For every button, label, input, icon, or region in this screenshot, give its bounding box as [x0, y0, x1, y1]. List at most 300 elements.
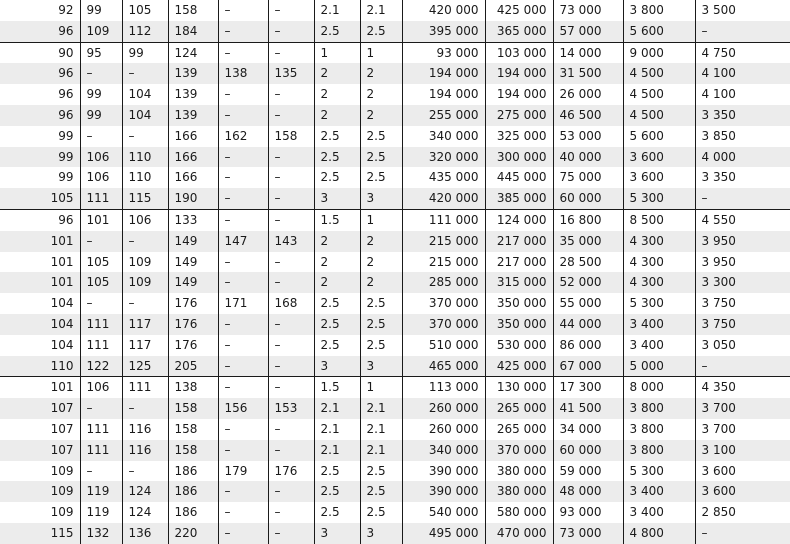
table-cell: 315 000: [485, 272, 553, 293]
table-cell: 125: [122, 356, 168, 377]
table-row: [0, 377, 790, 398]
table-cell: 156: [218, 398, 268, 419]
table-row: [0, 272, 790, 293]
table-cell: 93 000: [402, 42, 485, 63]
table-cell: 105: [80, 252, 122, 273]
table-cell: 4 000: [695, 147, 790, 168]
table-cell: 111: [122, 377, 168, 398]
table-cell: 2.1: [360, 419, 402, 440]
table-cell: 3 700: [695, 419, 790, 440]
table-cell: 4 500: [623, 105, 695, 126]
table-cell: 2 850: [695, 502, 790, 523]
table-cell: 109: [80, 21, 122, 42]
table-cell: 124: [122, 502, 168, 523]
table-cell: 48 000: [553, 481, 623, 502]
table-cell: 28 500: [553, 252, 623, 273]
table-cell: 112: [122, 21, 168, 42]
table-cell: 420 000: [402, 0, 485, 21]
table-cell: 370 000: [402, 314, 485, 335]
table-cell: 136: [122, 523, 168, 544]
table-cell: 111: [80, 314, 122, 335]
table-cell: 194 000: [402, 63, 485, 84]
table-cell: 124 000: [485, 209, 553, 230]
table-cell: 186: [168, 481, 218, 502]
table-cell: 3 600: [623, 167, 695, 188]
table-cell: 107: [0, 398, 80, 419]
table-row: [0, 231, 790, 252]
table-cell: 2.5: [360, 314, 402, 335]
table-cell: 46 500: [553, 105, 623, 126]
table-cell: 3 400: [623, 502, 695, 523]
table-row: [0, 21, 790, 42]
table-row: [0, 293, 790, 314]
table-cell: 3 950: [695, 231, 790, 252]
table-cell: 2: [314, 84, 360, 105]
table-cell: 2.5: [360, 126, 402, 147]
table-cell: 109: [122, 252, 168, 273]
table-cell: 2.5: [314, 335, 360, 356]
table-cell: 104: [122, 84, 168, 105]
table-cell: 101: [0, 377, 80, 398]
table-cell: 96: [0, 63, 80, 84]
table-cell: –: [122, 126, 168, 147]
table-cell: 106: [80, 167, 122, 188]
table-row: [0, 314, 790, 335]
table-cell: 1: [360, 42, 402, 63]
table-cell: 133: [168, 209, 218, 230]
table-cell: 4 100: [695, 63, 790, 84]
table-cell: 1: [360, 209, 402, 230]
table-cell: 162: [218, 126, 268, 147]
table-cell: 75 000: [553, 167, 623, 188]
table-cell: 5 300: [623, 461, 695, 482]
table-cell: –: [218, 335, 268, 356]
table-cell: –: [268, 105, 314, 126]
table-cell: 3 850: [695, 126, 790, 147]
table-row: [0, 502, 790, 523]
table-row: [0, 167, 790, 188]
table-cell: 117: [122, 335, 168, 356]
table-cell: 300 000: [485, 147, 553, 168]
table-cell: 147: [218, 231, 268, 252]
table-cell: 1: [314, 42, 360, 63]
table-row: [0, 523, 790, 544]
table-cell: 9 000: [623, 42, 695, 63]
table-cell: –: [122, 293, 168, 314]
table-cell: –: [218, 84, 268, 105]
table-cell: 101: [80, 209, 122, 230]
table-cell: 132: [80, 523, 122, 544]
table-cell: 2.5: [314, 126, 360, 147]
table-cell: 90: [0, 42, 80, 63]
table-cell: 215 000: [402, 252, 485, 273]
table-cell: 2: [314, 105, 360, 126]
table-cell: 425 000: [485, 0, 553, 21]
table-cell: 67 000: [553, 356, 623, 377]
table-cell: 1.5: [314, 209, 360, 230]
table-cell: 2.5: [314, 167, 360, 188]
table-cell: 143: [268, 231, 314, 252]
table-cell: 52 000: [553, 272, 623, 293]
table-cell: 2.5: [360, 335, 402, 356]
table-cell: 4 300: [623, 272, 695, 293]
table-cell: 110: [122, 147, 168, 168]
table-cell: –: [268, 481, 314, 502]
table-cell: 158: [168, 419, 218, 440]
table-cell: 166: [168, 147, 218, 168]
table-cell: 530 000: [485, 335, 553, 356]
table-cell: –: [80, 398, 122, 419]
table-cell: 99: [80, 0, 122, 21]
table-cell: 95: [80, 42, 122, 63]
table-cell: –: [218, 356, 268, 377]
table-cell: 96: [0, 209, 80, 230]
table-cell: 179: [218, 461, 268, 482]
table-cell: 53 000: [553, 126, 623, 147]
table-cell: 99: [58, 170, 74, 185]
table-cell: 2.5: [360, 502, 402, 523]
table-cell: 124: [122, 481, 168, 502]
table-cell: 3 100: [695, 440, 790, 461]
table-cell: 93 000: [553, 502, 623, 523]
table-row: [0, 105, 790, 126]
table-cell: –: [122, 231, 168, 252]
table-cell: 176: [168, 335, 218, 356]
table-row: [0, 252, 790, 273]
table-cell: 2: [360, 105, 402, 126]
table-cell: 2: [314, 252, 360, 273]
table-cell: –: [218, 502, 268, 523]
table-cell: –: [268, 252, 314, 273]
table-cell: 116: [122, 419, 168, 440]
table-cell: 107: [50, 421, 74, 436]
table-row: [0, 126, 790, 147]
table-cell: 40 000: [553, 147, 623, 168]
table-cell: 3 750: [695, 314, 790, 335]
table-cell: 2.5: [360, 147, 402, 168]
table-row: [0, 147, 790, 168]
table-cell: –: [268, 188, 314, 209]
table-cell: –: [268, 440, 314, 461]
table-cell: 86 000: [553, 335, 623, 356]
table-cell: 16 800: [553, 209, 623, 230]
table-cell: 149: [168, 231, 218, 252]
table-cell: 3: [314, 356, 360, 377]
table-cell: 57 000: [553, 21, 623, 42]
table-cell: 4 750: [695, 42, 790, 63]
table-cell: 3 350: [695, 167, 790, 188]
table-cell: 104: [122, 105, 168, 126]
table-cell: 540 000: [402, 502, 485, 523]
table-cell: 3 600: [623, 147, 695, 168]
table-cell: 3: [314, 188, 360, 209]
table-cell: 350 000: [485, 293, 553, 314]
table-cell: –: [218, 188, 268, 209]
table-cell: 325 000: [485, 126, 553, 147]
table-cell: –: [218, 105, 268, 126]
table-cell: 124: [168, 42, 218, 63]
table-cell: 2: [360, 272, 402, 293]
table-cell: 96: [0, 21, 80, 42]
table-cell: 153: [268, 398, 314, 419]
table-cell: 5 000: [623, 356, 695, 377]
table-cell: 5 600: [623, 21, 695, 42]
table-cell: 370 000: [485, 440, 553, 461]
table-cell: 470 000: [485, 523, 553, 544]
table-cell: –: [268, 356, 314, 377]
table-cell: 106: [80, 377, 122, 398]
table-cell: 115: [122, 188, 168, 209]
table-cell: 115: [0, 523, 80, 544]
table-cell: 35 000: [553, 231, 623, 252]
table-cell: 2.1: [314, 419, 360, 440]
table-cell: 495 000: [402, 523, 485, 544]
table-cell: 186: [168, 461, 218, 482]
table-cell: –: [80, 126, 122, 147]
table-cell: 2.5: [314, 502, 360, 523]
table-cell: 34 000: [553, 419, 623, 440]
table-cell: 17 300: [553, 377, 623, 398]
table-cell: 186: [168, 502, 218, 523]
table-cell: 5 600: [623, 126, 695, 147]
table-cell: 2.1: [314, 398, 360, 419]
table-cell: 168: [268, 293, 314, 314]
table-cell: 184: [168, 21, 218, 42]
table-cell: 2.5: [360, 461, 402, 482]
table-cell: 2.1: [360, 440, 402, 461]
table-cell: 3 050: [695, 335, 790, 356]
table-cell: 106: [122, 209, 168, 230]
table-cell: –: [218, 209, 268, 230]
table-cell: 2: [360, 252, 402, 273]
table-cell: –: [122, 63, 168, 84]
table-cell: –: [268, 523, 314, 544]
table-cell: 2.5: [314, 461, 360, 482]
table-cell: 395 000: [402, 21, 485, 42]
table-cell: –: [218, 440, 268, 461]
table-cell: 59 000: [553, 461, 623, 482]
table-cell: 103 000: [485, 42, 553, 63]
table-cell: 149: [168, 272, 218, 293]
table-cell: –: [122, 398, 168, 419]
table-cell: 2.1: [314, 0, 360, 21]
table-cell: 215 000: [402, 231, 485, 252]
table-cell: 104: [50, 296, 74, 311]
table-cell: 365 000: [485, 21, 553, 42]
table-cell: 285 000: [402, 272, 485, 293]
table-cell: 26 000: [553, 84, 623, 105]
table-cell: 158: [268, 126, 314, 147]
table-cell: 109: [50, 463, 74, 478]
table-cell: 425 000: [485, 356, 553, 377]
table-cell: 31 500: [553, 63, 623, 84]
table-cell: 3 800: [623, 419, 695, 440]
table-cell: 116: [122, 440, 168, 461]
table-row: [0, 42, 790, 63]
table-cell: –: [695, 523, 790, 544]
table-cell: 2.5: [314, 147, 360, 168]
table-cell: 3: [360, 356, 402, 377]
table-cell: 255 000: [402, 105, 485, 126]
table-cell: 99: [0, 147, 80, 168]
table-row: [0, 356, 790, 377]
table-cell: 96: [58, 87, 74, 102]
table-cell: 2.1: [360, 398, 402, 419]
table-cell: 101: [0, 272, 80, 293]
table-cell: 2: [314, 63, 360, 84]
table-cell: 106: [80, 147, 122, 168]
table-cell: 101: [0, 231, 80, 252]
table-cell: 111: [80, 335, 122, 356]
table-cell: 2: [314, 231, 360, 252]
table-cell: 5 300: [623, 293, 695, 314]
table-cell: 2: [360, 84, 402, 105]
table-cell: 420 000: [402, 188, 485, 209]
table-cell: 380 000: [485, 481, 553, 502]
table-cell: 194 000: [485, 63, 553, 84]
table-cell: –: [268, 419, 314, 440]
table-row: [0, 63, 790, 84]
table-cell: 111: [80, 440, 122, 461]
table-cell: –: [218, 419, 268, 440]
table-cell: 104: [50, 337, 74, 352]
table-cell: 4 300: [623, 252, 695, 273]
table-cell: –: [122, 461, 168, 482]
table-cell: 260 000: [402, 398, 485, 419]
table-cell: 390 000: [402, 481, 485, 502]
table-cell: –: [268, 84, 314, 105]
table-cell: 390 000: [402, 461, 485, 482]
table-cell: 96: [0, 105, 80, 126]
table-cell: –: [268, 42, 314, 63]
table-cell: 3 400: [623, 335, 695, 356]
table-cell: 166: [168, 167, 218, 188]
table-cell: 99: [80, 84, 122, 105]
table-cell: –: [268, 167, 314, 188]
table-cell: 260 000: [402, 419, 485, 440]
table-cell: 99: [122, 42, 168, 63]
table-cell: 350 000: [485, 314, 553, 335]
table-cell: 119: [80, 502, 122, 523]
table-cell: –: [268, 335, 314, 356]
table-cell: 113 000: [402, 377, 485, 398]
table-cell: 104: [0, 314, 80, 335]
table-cell: –: [218, 523, 268, 544]
table-cell: 4 550: [695, 209, 790, 230]
table-cell: –: [218, 272, 268, 293]
table-cell: –: [218, 481, 268, 502]
table-cell: –: [218, 42, 268, 63]
table-row: [0, 481, 790, 502]
table-cell: 14 000: [553, 42, 623, 63]
table-cell: 73 000: [553, 523, 623, 544]
table-cell: 44 000: [553, 314, 623, 335]
table-cell: –: [218, 147, 268, 168]
table-cell: 205: [168, 356, 218, 377]
table-cell: 2: [314, 272, 360, 293]
table-cell: 340 000: [402, 126, 485, 147]
table-cell: 117: [122, 314, 168, 335]
table-cell: 92: [58, 3, 74, 17]
table-cell: 217 000: [485, 252, 553, 273]
table-cell: 380 000: [485, 461, 553, 482]
table-cell: 3 950: [695, 252, 790, 273]
table-row: [0, 461, 790, 482]
table-cell: 111: [80, 188, 122, 209]
table-cell: –: [80, 231, 122, 252]
table-cell: –: [218, 0, 268, 21]
table-cell: 176: [268, 461, 314, 482]
table-cell: 176: [168, 293, 218, 314]
table-cell: 99: [80, 105, 122, 126]
table-cell: –: [268, 377, 314, 398]
table-cell: 138: [168, 377, 218, 398]
table-cell: 320 000: [402, 147, 485, 168]
table-cell: 1.5: [314, 377, 360, 398]
table-cell: 105: [80, 272, 122, 293]
table-cell: 60 000: [553, 188, 623, 209]
table-cell: 60 000: [553, 440, 623, 461]
table-cell: –: [218, 167, 268, 188]
table-cell: 3: [360, 188, 402, 209]
table-cell: 4 300: [623, 231, 695, 252]
table-cell: 158: [168, 440, 218, 461]
table-cell: 110: [122, 167, 168, 188]
table-cell: 265 000: [485, 419, 553, 440]
table-cell: 158: [168, 398, 218, 419]
table-cell: 465 000: [402, 356, 485, 377]
table-cell: 194 000: [485, 84, 553, 105]
table-cell: 194 000: [402, 84, 485, 105]
table-cell: 109: [50, 505, 74, 520]
table-cell: –: [695, 356, 790, 377]
table-cell: 370 000: [402, 293, 485, 314]
table-cell: 5 300: [623, 188, 695, 209]
table-cell: –: [80, 293, 122, 314]
table-cell: 73 000: [553, 0, 623, 21]
table-cell: 166: [168, 126, 218, 147]
table-cell: 105: [122, 0, 168, 21]
table-cell: 107: [0, 440, 80, 461]
table-cell: 99: [58, 128, 74, 143]
table-cell: 3 700: [695, 398, 790, 419]
table-cell: –: [218, 21, 268, 42]
table-cell: 2.1: [314, 440, 360, 461]
table-cell: 101: [50, 254, 74, 269]
table-cell: 2: [360, 231, 402, 252]
table-cell: –: [218, 314, 268, 335]
table-cell: –: [80, 461, 122, 482]
table-cell: 41 500: [553, 398, 623, 419]
table-cell: –: [268, 147, 314, 168]
table-cell: –: [268, 21, 314, 42]
table-cell: –: [695, 21, 790, 42]
table-cell: 4 800: [623, 523, 695, 544]
table-row: [0, 419, 790, 440]
table-cell: 139: [168, 105, 218, 126]
table-cell: 3 600: [695, 481, 790, 502]
table-cell: 111: [80, 419, 122, 440]
table-cell: 3 350: [695, 105, 790, 126]
table-cell: –: [268, 0, 314, 21]
table-cell: 3: [360, 523, 402, 544]
table-cell: –: [218, 252, 268, 273]
table-cell: –: [80, 63, 122, 84]
table-cell: 3 500: [695, 0, 790, 21]
table-cell: 2.5: [314, 314, 360, 335]
table-cell: 149: [168, 252, 218, 273]
table-cell: 2: [360, 63, 402, 84]
